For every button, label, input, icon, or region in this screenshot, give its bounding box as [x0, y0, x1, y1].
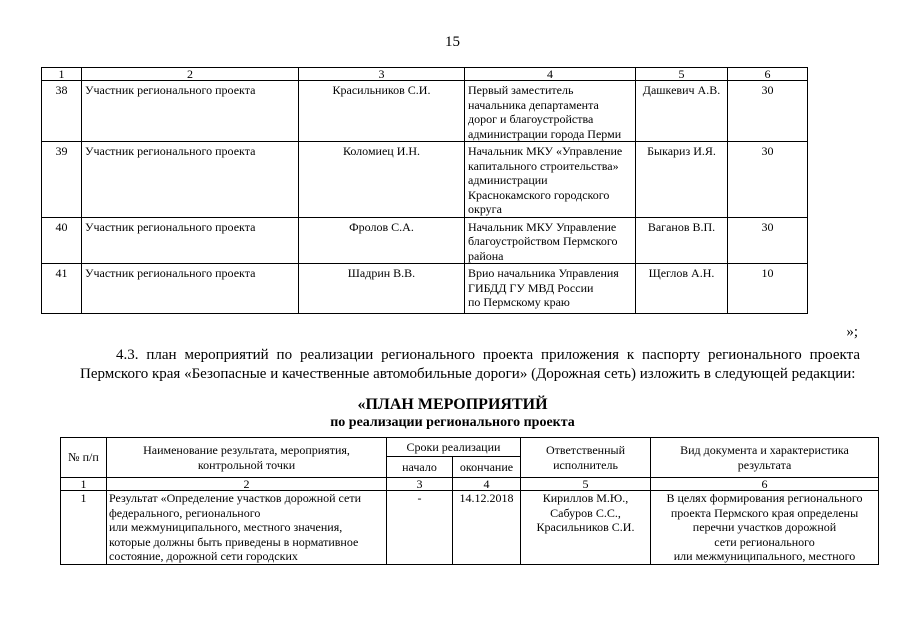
position-line: района	[468, 248, 504, 263]
name-cell: Шадрин В.В.	[299, 264, 465, 314]
column-number: 4	[465, 68, 636, 81]
table-row	[61, 491, 879, 565]
participants-table	[41, 67, 808, 314]
column-number: 1	[61, 478, 107, 491]
position-cell	[465, 142, 636, 218]
table-header-row	[61, 438, 879, 457]
amendment-paragraph	[80, 346, 860, 384]
header-line: исполнитель	[553, 457, 618, 472]
plan-table	[60, 437, 879, 565]
header-num: № п/п	[61, 438, 107, 478]
position-line: Начальник МКУ «Управление	[468, 144, 623, 158]
cell-line: сети регионального	[714, 534, 815, 549]
executor-cell	[521, 491, 651, 565]
position-cell	[465, 217, 636, 264]
position-cell	[465, 264, 636, 314]
column-number: 6	[651, 478, 879, 491]
position-line: ГИБДД ГУ МВД России	[468, 280, 594, 295]
start-cell: -	[387, 491, 453, 565]
plan-subtitle: по реализации регионального проекта	[330, 415, 575, 430]
cell-line: Результат «Определение участков дорожной сети	[109, 491, 361, 505]
table-row	[42, 217, 808, 264]
header-start: начало	[387, 457, 453, 478]
cell-line: Красильников С.И.	[536, 520, 635, 534]
role-cell: Участник регионального проекта	[82, 81, 299, 142]
header-line: результата	[737, 457, 792, 472]
cell-line: Сабуров С.С.,	[550, 505, 621, 520]
table-row	[42, 264, 808, 314]
load-cell: 30	[728, 217, 808, 264]
column-number: 2	[107, 478, 387, 491]
supervisor-cell: Дашкевич А.В.	[636, 81, 728, 142]
column-number: 5	[636, 68, 728, 81]
position-line: благоустройством Пермского	[468, 234, 618, 248]
header-terms: Сроки реализации	[387, 438, 521, 457]
name-cell: Красильников С.И.	[299, 81, 465, 142]
column-number: 6	[728, 68, 808, 81]
table-row	[42, 81, 808, 142]
column-number: 1	[42, 68, 82, 81]
column-number: 3	[387, 478, 453, 491]
position-line: Начальник МКУ Управление	[468, 219, 617, 234]
cell-line: перечни участков дорожной	[692, 520, 837, 534]
cell-line: проекта Пермского края определены	[670, 505, 859, 520]
header-end: окончание	[453, 457, 521, 478]
row-number: 39	[42, 142, 82, 218]
position-line: администрации	[468, 173, 548, 187]
column-number: 4	[453, 478, 521, 491]
supervisor-cell: Быкариз И.Я.	[636, 142, 728, 218]
position-line: дорог и благоустройства	[468, 112, 594, 126]
cell-line: состояние, дорожной сети городских	[109, 549, 298, 563]
header-executor	[521, 438, 651, 478]
header-line: Вид документа и характеристика	[680, 443, 849, 457]
role-cell: Участник регионального проекта	[82, 217, 299, 264]
cell-line: которые должны быть приведены в нормативное	[109, 534, 359, 549]
row-number: 38	[42, 81, 82, 142]
position-line: по Пермскому краю	[468, 295, 570, 309]
cell-line: В целях формирования регионального	[666, 491, 863, 505]
row-number: 41	[42, 264, 82, 314]
header-line: Ответственный	[545, 443, 626, 457]
header-name	[107, 438, 387, 478]
paragraph-line: Пермского края «Безопасные и качественные автомобильные дороги» (Дорожная сеть) изложить в следующей редакции:	[80, 366, 856, 382]
header-doc	[651, 438, 879, 478]
load-cell: 30	[728, 81, 808, 142]
position-line: Врио начальника Управления	[468, 266, 619, 280]
cell-line: или межмуниципального, местного значения,	[109, 520, 343, 534]
row-number: 1	[61, 491, 107, 565]
column-number: 5	[521, 478, 651, 491]
column-number: 2	[82, 68, 299, 81]
supervisor-cell: Щеглов А.Н.	[636, 264, 728, 314]
table-numbering-row	[61, 478, 879, 491]
plan-title: «ПЛАН МЕРОПРИЯТИЙ	[357, 396, 548, 413]
document-cell	[651, 491, 879, 565]
table-row	[42, 142, 808, 218]
position-line: Первый заместитель	[468, 83, 574, 97]
closing-quote: »;	[846, 324, 858, 340]
load-cell: 10	[728, 264, 808, 314]
header-line: контрольной точки	[197, 457, 296, 472]
name-cell: Коломиец И.Н.	[299, 142, 465, 218]
header-line: Наименование результата, мероприятия,	[143, 443, 350, 457]
cell-line: федерального, регионального	[109, 505, 261, 520]
position-line: округа	[468, 202, 502, 216]
position-line: начальника департамента	[468, 97, 599, 112]
cell-line: или межмуниципального, местного	[673, 549, 856, 563]
role-cell: Участник регионального проекта	[82, 142, 299, 218]
row-number: 40	[42, 217, 82, 264]
position-line: Краснокамского городского	[468, 187, 610, 202]
table-header-row	[42, 68, 808, 81]
position-cell	[465, 81, 636, 142]
name-cell: Фролов С.А.	[299, 217, 465, 264]
paragraph-line: 4.3. план мероприятий по реализации регионального проекта приложения к паспорту регионального проекта	[116, 347, 860, 363]
position-line: капитального строительства»	[468, 158, 619, 173]
column-number: 3	[299, 68, 465, 81]
cell-line: Кириллов М.Ю.,	[542, 491, 629, 505]
role-cell: Участник регионального проекта	[82, 264, 299, 314]
position-line: администрации города Перми	[468, 126, 622, 141]
page-number: 15	[445, 34, 460, 50]
result-name-cell	[107, 491, 387, 565]
end-cell: 14.12.2018	[453, 491, 521, 565]
load-cell: 30	[728, 142, 808, 218]
supervisor-cell: Ваганов В.П.	[636, 217, 728, 264]
